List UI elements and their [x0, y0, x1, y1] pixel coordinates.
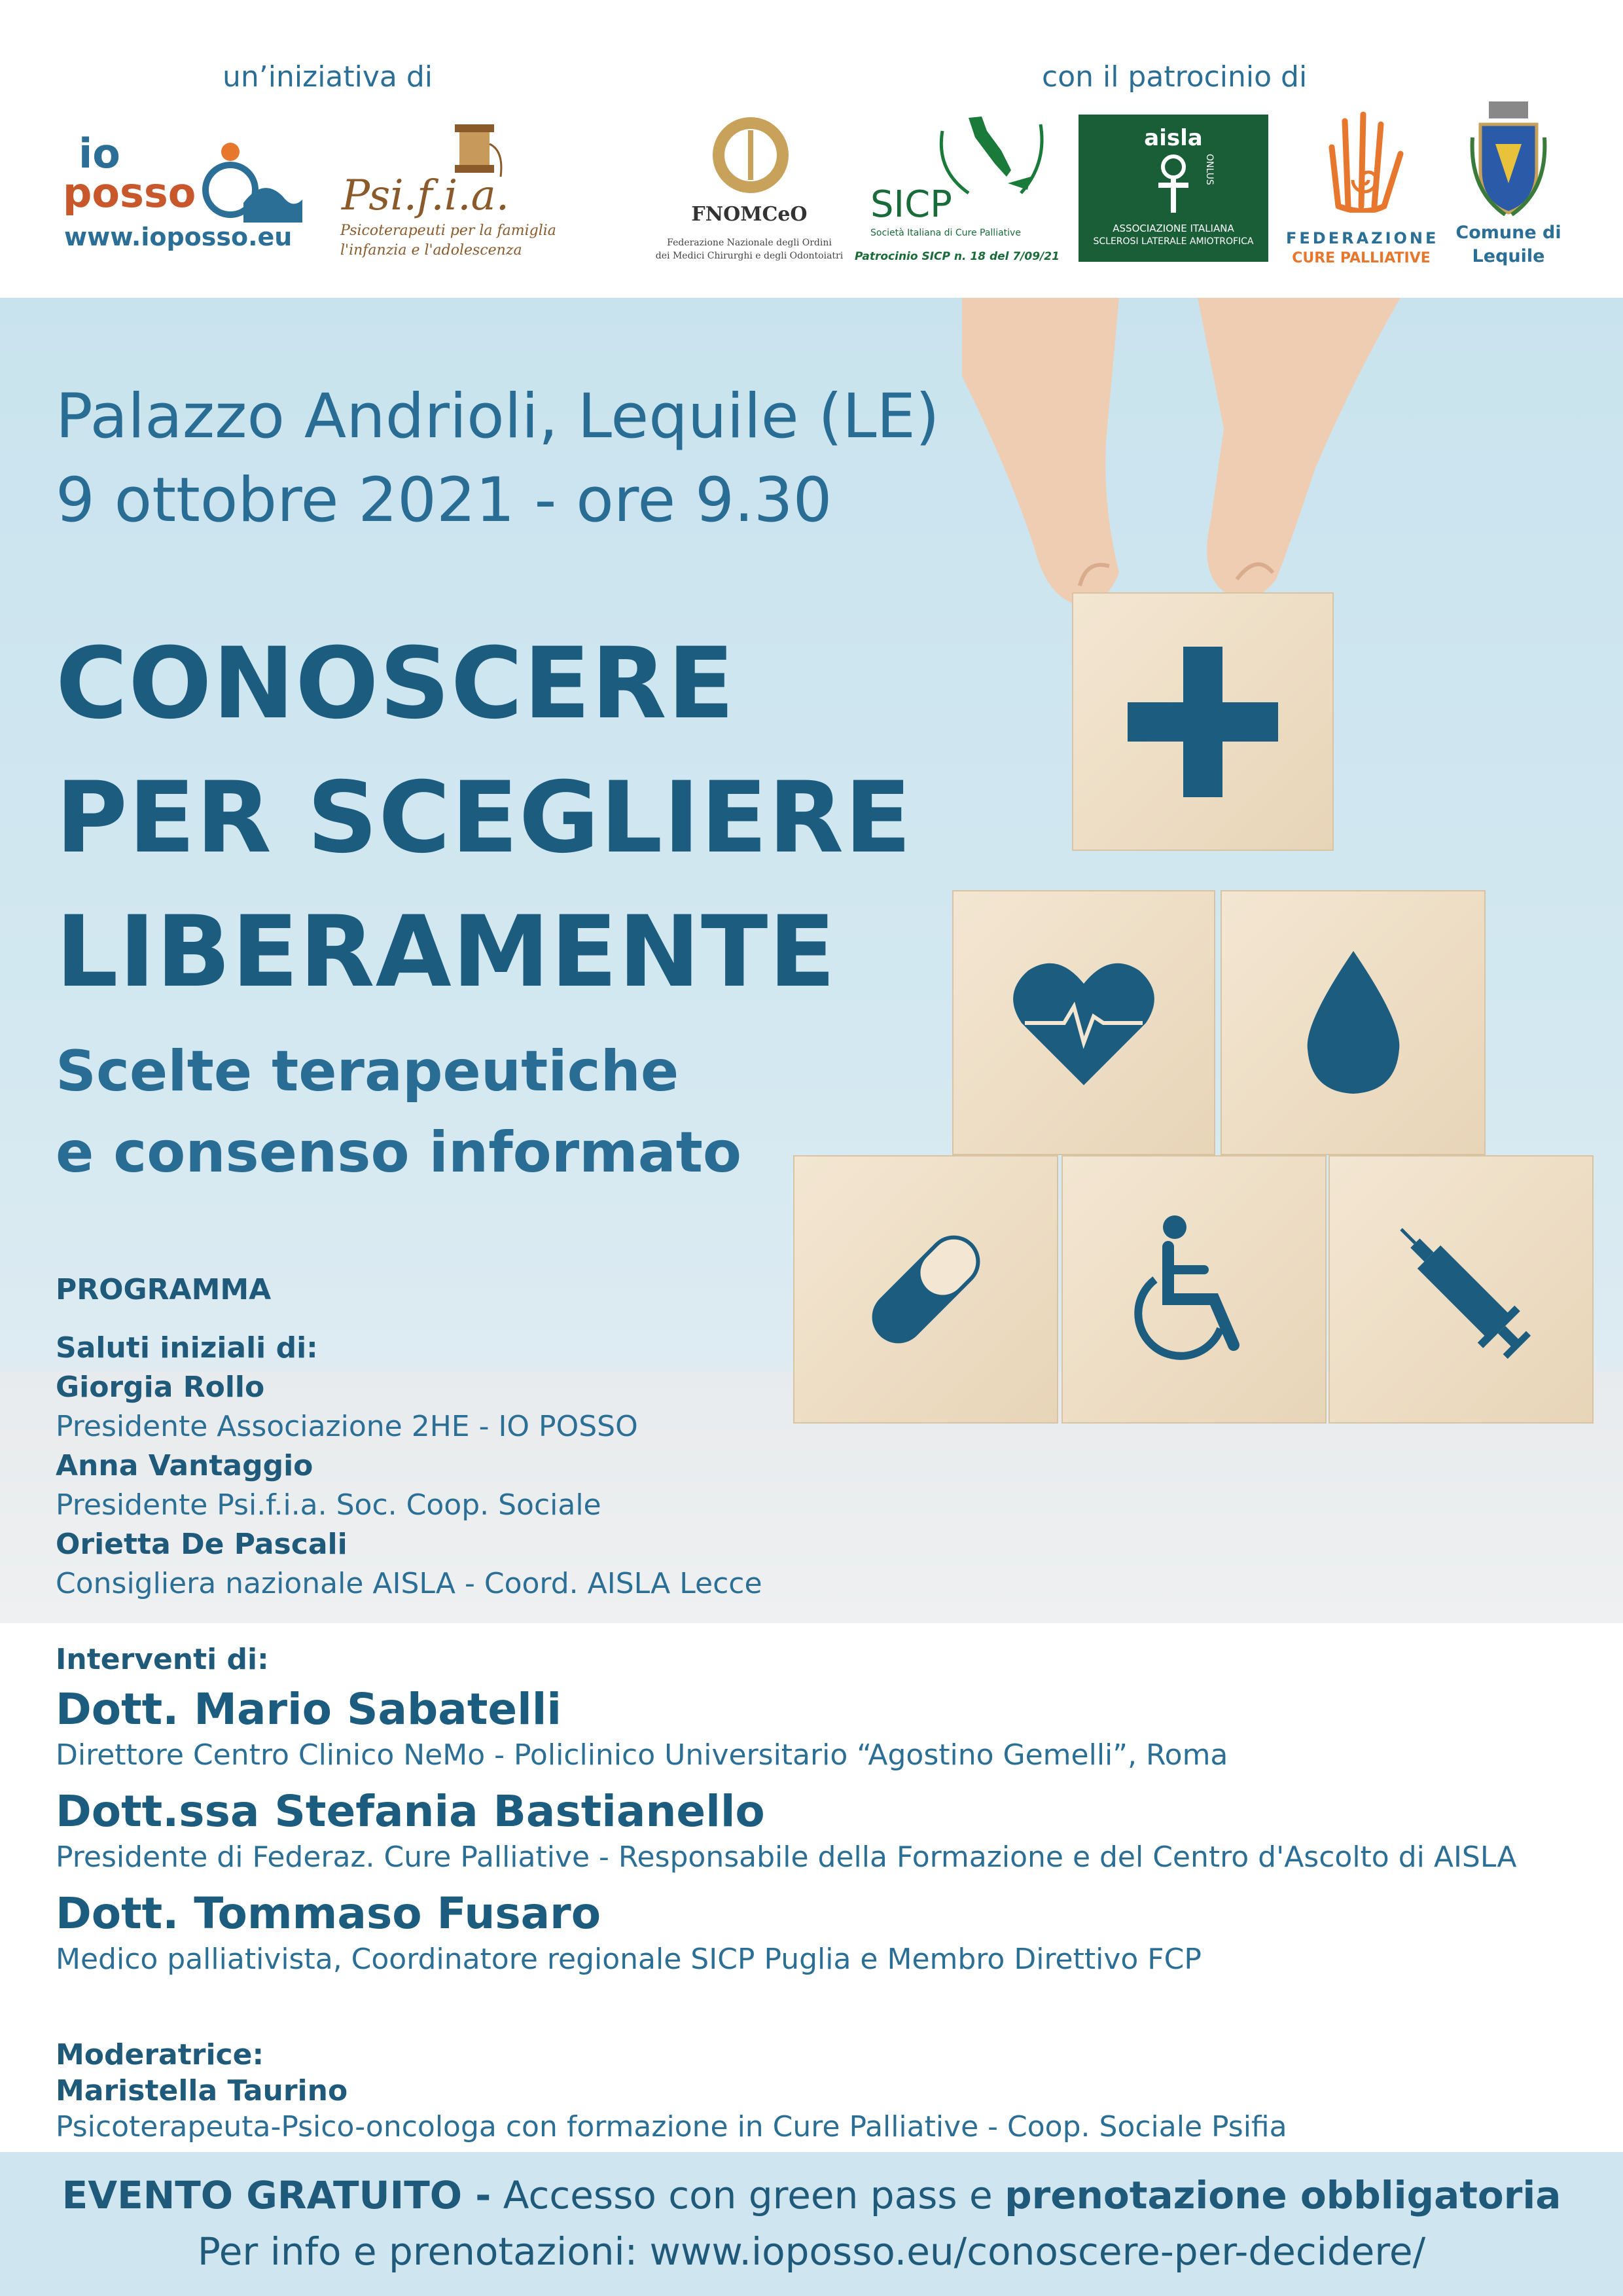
patronage-label: con il patrocinio di — [1042, 60, 1308, 94]
fnomceo-logo: FNOMCeO Federazione Nazionale degli Ordini dei Medici Chirurghi e degli Odontoiatri — [651, 115, 847, 272]
venue: Palazzo Andrioli, Lequile (LE) — [56, 381, 940, 452]
datetime: 9 ottobre 2021 - ore 9.30 — [56, 465, 832, 536]
free-event: EVENTO GRATUITO - — [62, 2173, 491, 2217]
aisla-logo: aisla ONLUS ASSOCIAZIONE ITALIANA SCLEROSI LATERALE AMIOTROFICA — [1079, 115, 1268, 262]
saluti-role: Presidente Associazione 2HE - IO POSSO — [56, 1410, 638, 1443]
heart-pulse-icon — [1012, 958, 1156, 1088]
subtitle: Scelte terapeutiche e consenso informato — [56, 1039, 741, 1185]
wheelchair-wave-icon — [191, 137, 302, 223]
pill-icon — [854, 1217, 998, 1361]
footer-info-link[interactable]: Per info e prenotazioni: www.ioposso.eu/conoscere-per-decidere/ — [197, 2229, 1426, 2274]
hand-illustration — [949, 298, 1407, 638]
wheelchair-icon — [1129, 1214, 1260, 1365]
footer-line-1 — [0, 2173, 1623, 2217]
speaker-name: Dott. Mario Sabatelli — [56, 1684, 562, 1734]
hero-section — [0, 298, 1623, 1623]
booking-required: prenotazione obbligatoria — [1005, 2173, 1561, 2217]
saluti-name: Orietta De Pascali — [56, 1528, 348, 1561]
sicp-logo: SICP Società Italiana di Cure Palliative Patrocinio SICP n. 18 del 7/09/21 — [857, 111, 1067, 272]
saluti-list — [56, 1329, 762, 1604]
saluti-role: Presidente Psi.f.i.a. Soc. Coop. Sociale — [56, 1488, 601, 1522]
syringe-icon — [1383, 1204, 1540, 1374]
coat-of-arms-icon — [1466, 98, 1551, 216]
block-wheelchair — [1061, 1155, 1327, 1424]
interventi-section — [56, 1643, 1594, 2144]
venue-datetime — [56, 375, 940, 543]
block-syringe — [1329, 1155, 1594, 1424]
ioposso-logo: io posso www.ioposso.eu — [60, 124, 302, 262]
saluti-role: Consigliera nazionale AISLA - Coord. AISLA Lecce — [56, 1567, 762, 1600]
main-title: CONOSCERE PER SCEGLIERE LIBERAMENTE — [56, 627, 912, 1009]
drop-icon — [1304, 951, 1402, 1095]
ankh-icon — [1150, 152, 1196, 215]
speaker-role: Presidente di Federaz. Cure Palliative - Responsabile della Formazione e del Centro d'Ascolto di AISLA — [56, 1840, 1517, 1874]
saluti-name: Giorgia Rollo — [56, 1371, 265, 1404]
header — [0, 0, 1623, 298]
access-text: Accesso con green pass e — [491, 2173, 1005, 2217]
speaker-role: Medico palliativista, Coordinatore regionale SICP Puglia e Membro Direttivo FCP — [56, 1943, 1202, 1976]
speaker-name: Dott.ssa Stefania Bastianello — [56, 1786, 765, 1837]
speaker-name: Dott. Tommaso Fusaro — [56, 1888, 601, 1939]
initiative-label: un’iniziativa di — [223, 60, 433, 94]
psifia-logo: Psi.f.i.a. Psicoterapeuti per la famiglia l'infanzia e l'adolescenza — [340, 111, 556, 268]
comune-lequile-logo: Comune di Lequile — [1440, 98, 1577, 275]
block-heart — [952, 890, 1215, 1155]
hand-spiral-icon — [1319, 108, 1410, 213]
speaker-role: Direttore Centro Clinico NeMo - Policlinico Universitario “Agostino Gemelli”, Roma — [56, 1738, 1228, 1772]
block-drop — [1221, 890, 1486, 1155]
saluti-label: Saluti iniziali di: — [56, 1331, 318, 1365]
block-plus — [1072, 592, 1334, 851]
interventi-label: Interventi di: — [56, 1643, 269, 1676]
footer — [0, 2152, 1623, 2296]
saluti-name: Anna Vantaggio — [56, 1449, 313, 1482]
block-pill — [793, 1155, 1058, 1424]
moderatrice-name: Maristella Taurino — [56, 2074, 348, 2108]
fnomceo-emblem-icon — [710, 115, 792, 196]
moderatrice-role: Psicoterapeuta-Psico-oncologa con formazione in Cure Palliative - Coop. Sociale Psifia — [56, 2110, 1287, 2144]
plus-icon — [1128, 647, 1278, 797]
fcp-logo: FEDERAZIONE CURE PALLIATIVE — [1286, 108, 1436, 272]
programma-heading: PROGRAMMA — [56, 1273, 272, 1306]
moderatrice-label: Moderatrice: — [56, 2038, 264, 2072]
